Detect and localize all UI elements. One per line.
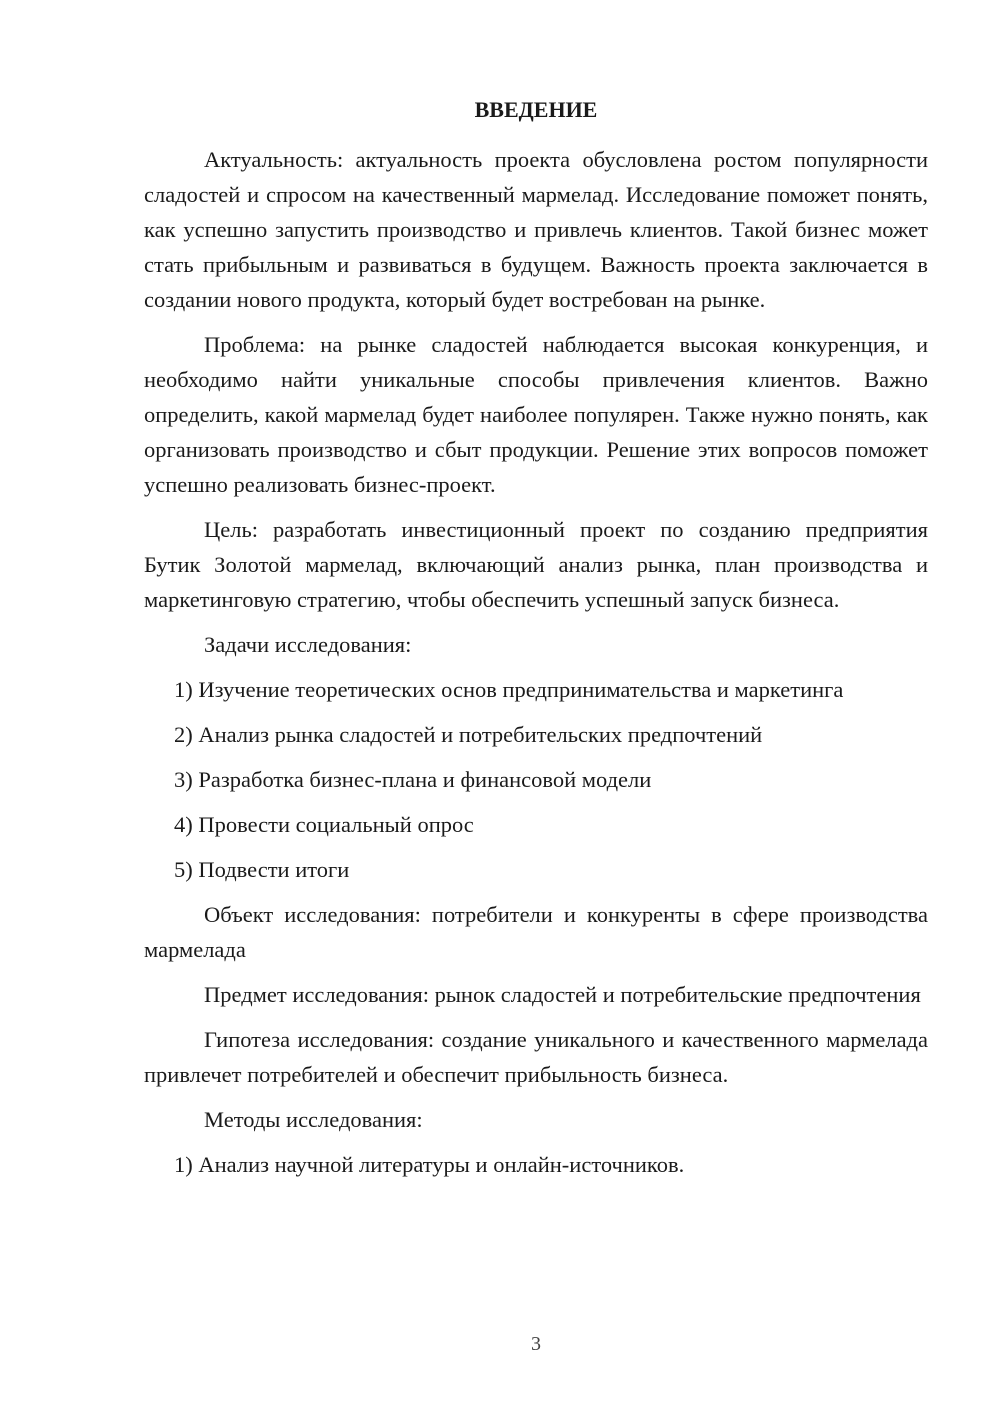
paragraph-goal: Цель: разработать инвестиционный проект по созданию предприятия Бутик Золотой мармелад, включающий анализ рынка, план производства и маркетинговую стратегию, чтобы обеспечить успешный запуск бизнеса. [144, 517, 928, 612]
list-item-method-1: 1) Анализ научной литературы и онлайн-источников. [174, 1152, 685, 1177]
methods-heading: Методы исследования: [204, 1107, 423, 1132]
tasks-heading: Задачи исследования: [204, 632, 412, 657]
list-item-task-1: 1) Изучение теоретических основ предпринимательства и маркетинга [174, 677, 844, 702]
list-item-task-2: 2) Анализ рынка сладостей и потребительских предпочтений [174, 722, 763, 747]
paragraph-subject: Предмет исследования: рынок сладостей и потребительские предпочтения [204, 982, 921, 1007]
page-number: 3 [531, 1333, 541, 1355]
list-item-task-4: 4) Провести социальный опрос [174, 812, 474, 837]
paragraph-relevance: Актуальность: актуальность проекта обусловлена ростом популярности сладостей и спросом на качественный мармелад. Исследование поможет понять, как успешно запустить производство и привлечь клиентов. Такой бизнес может стать прибыльным и развиваться в будущем. Важность проекта заключается в создании нового продукта, который будет востребован на рынке. [144, 147, 928, 312]
paragraph-hypothesis: Гипотеза исследования: создание уникального и качественного мармелада привлечет потребителей и обеспечит прибыльность бизнеса. [144, 1027, 928, 1087]
document-body [144, 142, 928, 1192]
list-item-task-5: 5) Подвести итоги [174, 857, 350, 882]
paragraph-problem: Проблема: на рынке сладостей наблюдается высокая конкуренция, и необходимо найти уникальные способы привлечения клиентов. Важно определить, какой мармелад будет наиболее популярен. Также нужно понять, как организовать производство и сбыт продукции. Решение этих вопросов поможет успешно реализовать бизнес-проект. [144, 332, 928, 497]
page-title: ВВЕДЕНИЕ [474, 97, 598, 122]
paragraph-object: Объект исследования: потребители и конкуренты в сфере производства мармелада [144, 902, 928, 962]
list-item-task-3: 3) Разработка бизнес-плана и финансовой модели [174, 767, 652, 792]
